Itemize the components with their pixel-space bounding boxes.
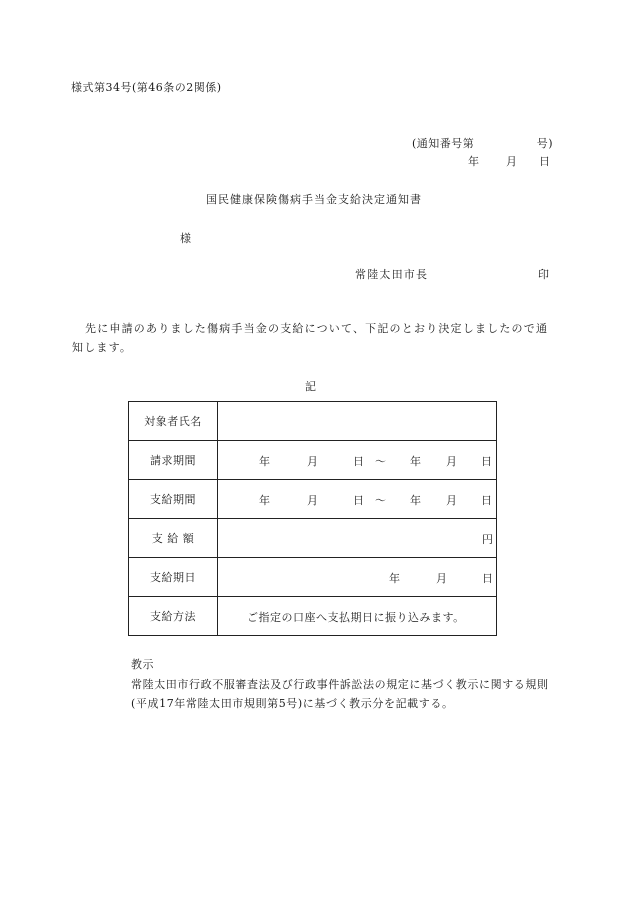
- table-row-claim-period: [129, 441, 497, 480]
- claim-start-month: 月: [307, 455, 319, 468]
- seal-mark: 印: [538, 268, 550, 281]
- detail-table: [128, 401, 497, 636]
- claim-start-day: 日: [353, 455, 365, 468]
- notice-body-text: 先に申請のありました傷病手当金の支給について、下記のとおり決定しましたので通知します。: [72, 322, 549, 354]
- table-row-payment-method: [129, 597, 497, 636]
- document-title: 国民健康保険傷病手当金支給決定通知書: [206, 193, 422, 206]
- ki-heading: 記: [305, 380, 317, 393]
- payment-end-month: 月: [446, 494, 458, 507]
- amount-label: 支 給 額: [129, 519, 218, 558]
- claim-period-label: 請求期間: [129, 441, 218, 480]
- payment-date-year: 年: [389, 572, 401, 585]
- notice-number-close: 号): [536, 137, 553, 150]
- payment-start-day: 日: [353, 494, 365, 507]
- payment-date-day: 日: [482, 572, 494, 585]
- payment-period-value: [218, 480, 497, 519]
- table-row-payment-period: [129, 480, 497, 519]
- issue-date-day: 日: [539, 155, 551, 168]
- notice-number-open: (通知番号第: [412, 137, 475, 150]
- kyoji-title: 教示: [131, 658, 154, 671]
- payment-period-tilde: 〜: [375, 494, 387, 507]
- claim-start-year: 年: [259, 455, 271, 468]
- claim-period-tilde: 〜: [375, 455, 387, 468]
- claim-end-year: 年: [410, 455, 422, 468]
- table-row-payment-date: [129, 558, 497, 597]
- issuer-name: 常陸太田市長: [355, 268, 429, 281]
- amount-value: [218, 519, 497, 558]
- recipient-honorific: 様: [180, 232, 192, 245]
- payment-date-label: 支給期日: [129, 558, 218, 597]
- issue-date-year: 年: [468, 155, 480, 168]
- payment-start-month: 月: [307, 494, 319, 507]
- table-row-amount: [129, 519, 497, 558]
- payment-end-year: 年: [410, 494, 422, 507]
- payment-method-label: 支給方法: [129, 597, 218, 636]
- subject-name-value: [218, 402, 497, 441]
- claim-period-value: [218, 441, 497, 480]
- payment-method-text: ご指定の口座へ支払期日に振り込みます。: [247, 611, 465, 624]
- issue-date-month: 月: [506, 155, 518, 168]
- payment-date-value: [218, 558, 497, 597]
- claim-end-day: 日: [481, 455, 493, 468]
- kyoji-text: 常陸太田市行政不服審査法及び行政事件訴訟法の規定に基づく教示に関する規則(平成17年常陸太田市規則第5号)に基づく教示分を記載する。: [131, 678, 549, 710]
- table-row-subject-name: [129, 402, 497, 441]
- form-number: 様式第34号(第46条の2関係): [71, 81, 222, 94]
- payment-period-label: 支給期間: [129, 480, 218, 519]
- subject-name-label: 対象者氏名: [129, 402, 218, 441]
- payment-end-day: 日: [481, 494, 493, 507]
- payment-method-value: [218, 597, 497, 636]
- payment-date-month: 月: [436, 572, 448, 585]
- amount-yen: 円: [482, 533, 494, 546]
- payment-start-year: 年: [259, 494, 271, 507]
- claim-end-month: 月: [446, 455, 458, 468]
